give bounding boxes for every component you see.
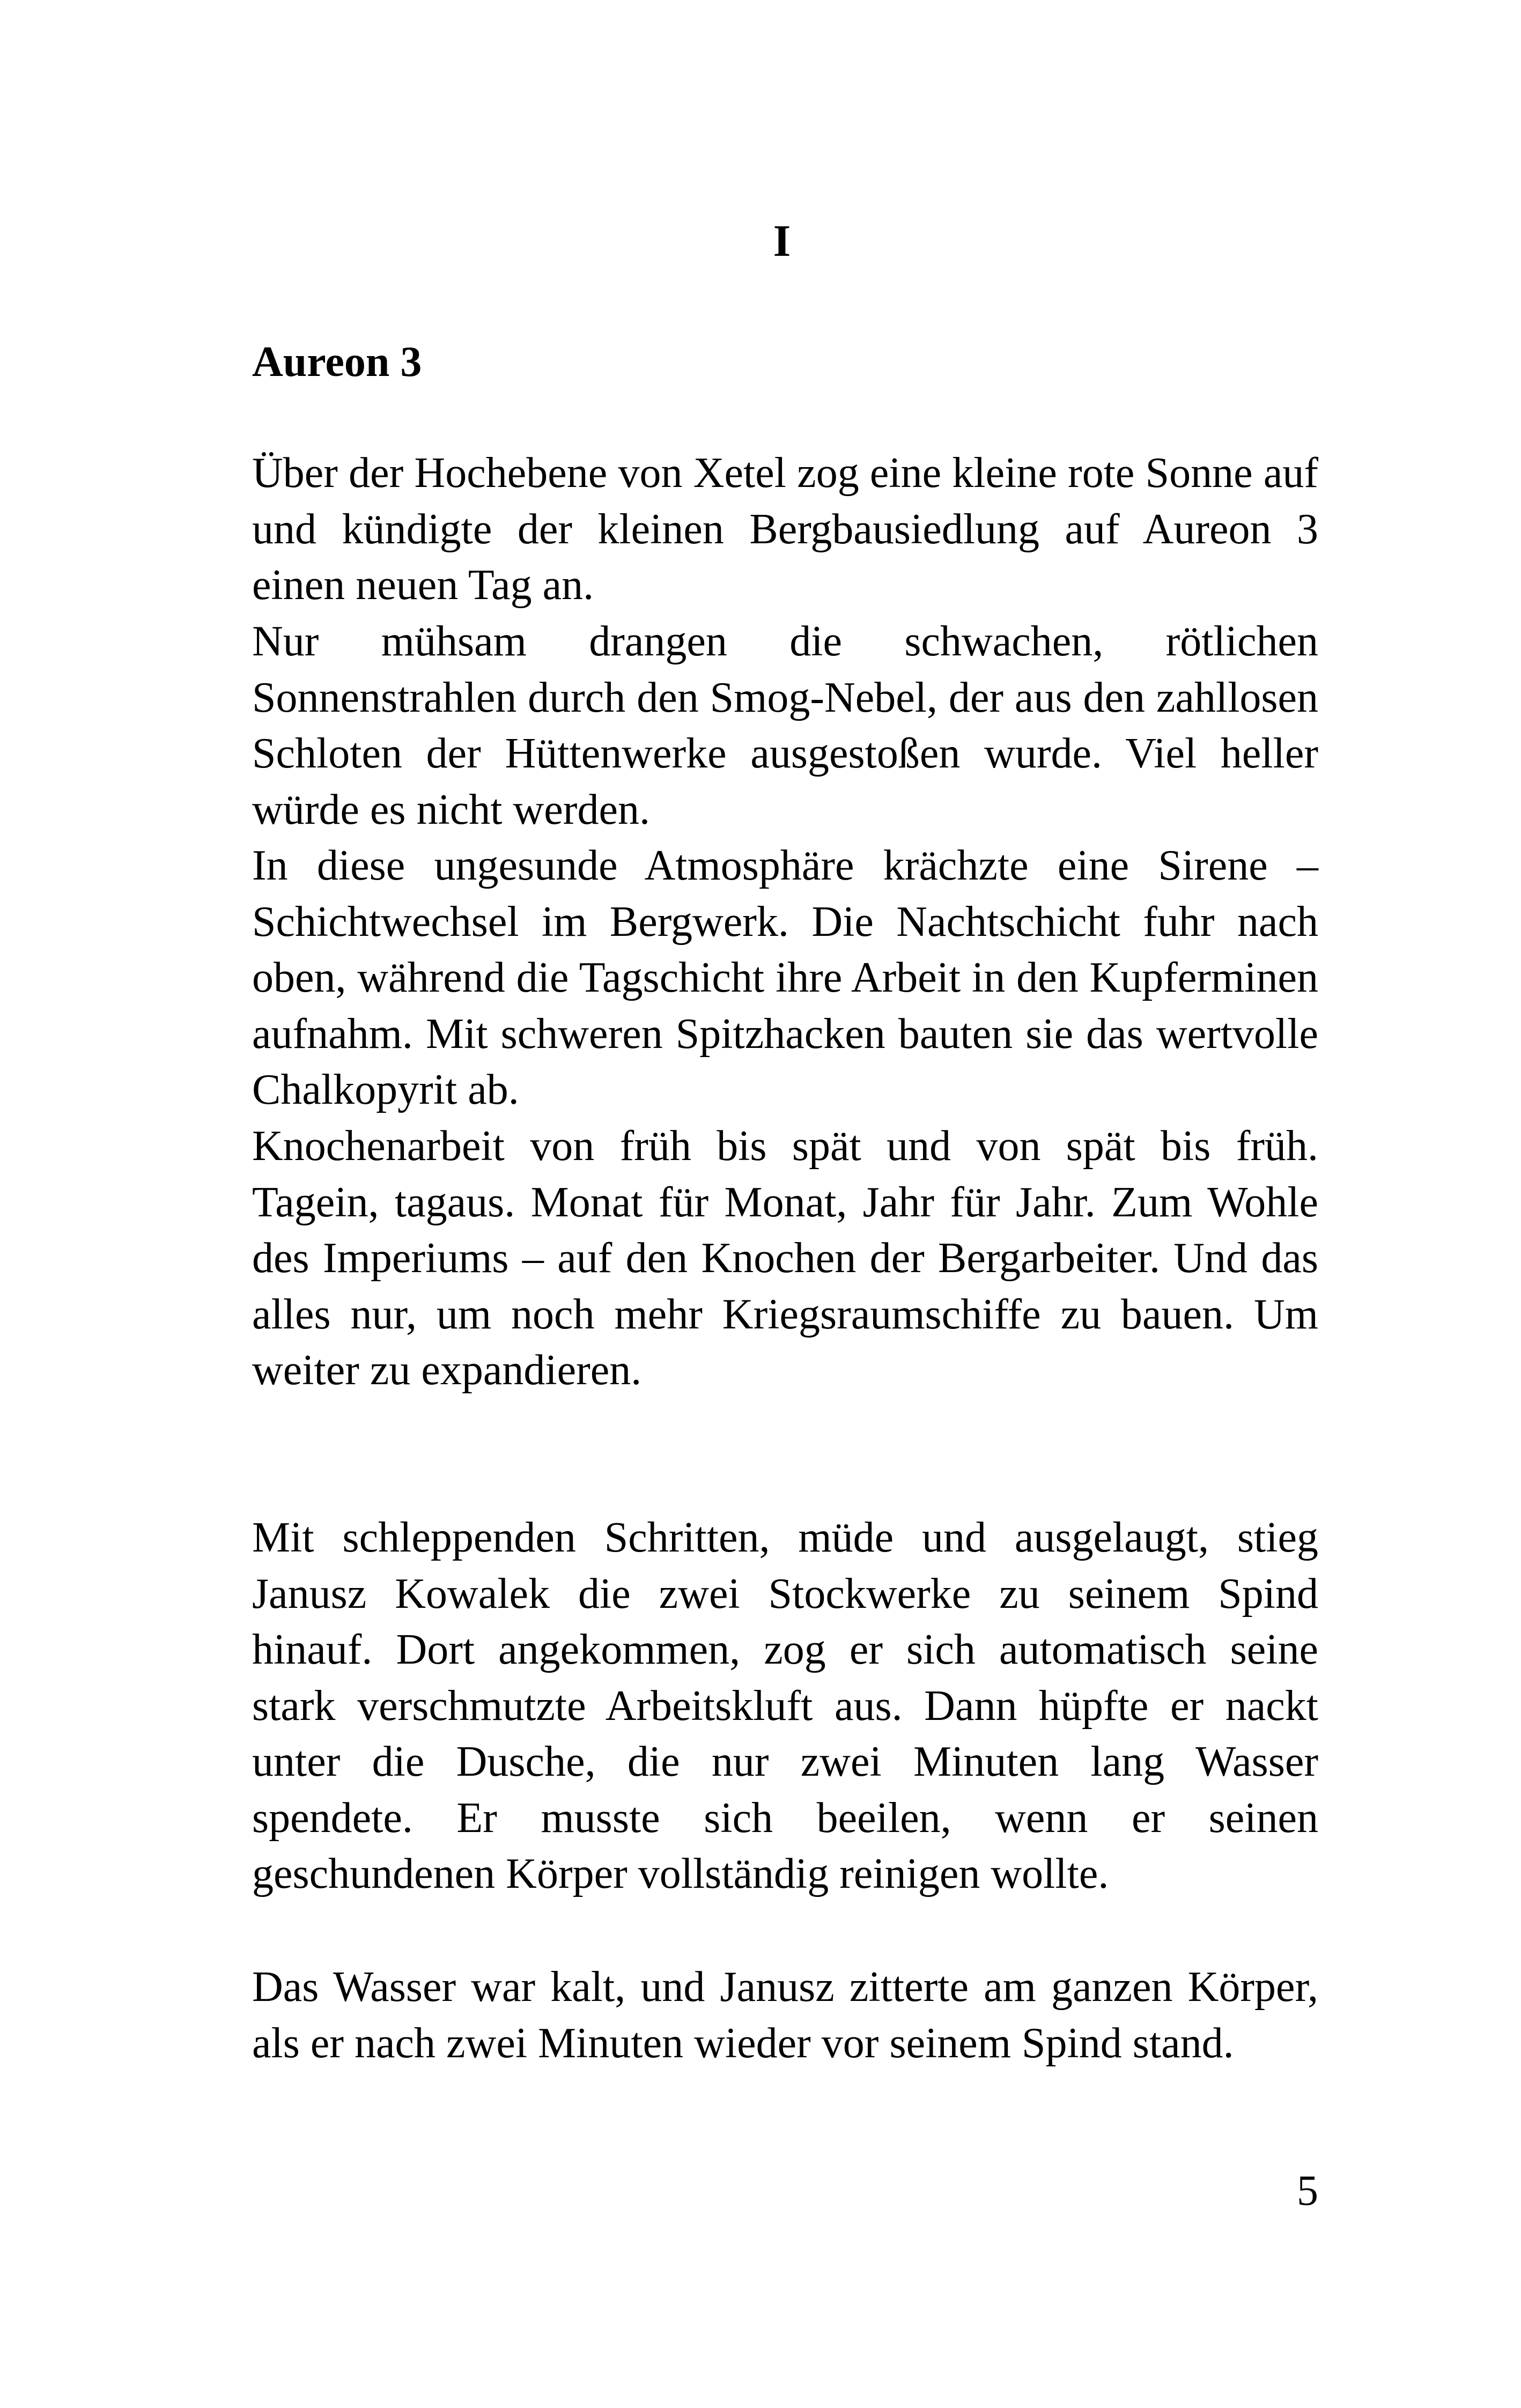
paragraph-2: Nur mühsam drangen die schwachen, rötlichen Sonnenstrahlen durch den Smog-Nebel, der aus den zahllosen Schloten der Hüttenwerke ausgestoßen wurde. Viel heller würde es nicht werden.	[252, 618, 1318, 833]
paragraph-3: In diese ungesunde Atmosphäre krächzte eine Sirene – Schichtwechsel im Bergwerk. Die Nachtschicht fuhr nach oben, während die Tagschicht ihre Arbeit in den Kupferminen aufnahm. Mit schweren Spitzhacken bauten sie das wertvolle Chalkopyrit ab.	[252, 842, 1318, 1113]
chapter-title: Aureon 3	[252, 338, 422, 386]
paragraph-4: Knochenarbeit von früh bis spät und von spät bis früh. Tagein, tagaus. Monat für Monat, Jahr für Jahr. Zum Wohle des Imperiums – auf den Knochen der Bergarbeiter. Und das alles nur, um noch mehr Kriegsraumschiffe zu bauen. Um weiter zu expandieren.	[252, 1122, 1318, 1394]
paragraph-5: Mit schleppenden Schritten, müde und ausgelaugt, stieg Janusz Kowalek die zwei Stockwerke zu seinem Spind hinauf. Dort angekommen, zog er sich automatisch seine stark verschmutzte Arbeitskluft aus. Dann hüpfte er nackt unter die Dusche, die nur zwei Minuten lang Wasser spendete. Er musste sich beeilen, wenn er seinen geschundenen Körper vollständig reinigen wollte.	[252, 1514, 1318, 1897]
chapter-number: I	[773, 216, 791, 266]
paragraph-1: Über der Hochebene von Xetel zog eine kleine rote Sonne auf und kündigte der kleinen Bergbausiedlung auf Aureon 3 einen neuen Tag an.	[252, 449, 1318, 609]
page-number: 5	[1297, 2167, 1318, 2214]
paragraph-6: Das Wasser war kalt, und Janusz zitterte am ganzen Körper, als er nach zwei Minuten wieder vor seinem Spind stand.	[252, 1963, 1318, 2067]
